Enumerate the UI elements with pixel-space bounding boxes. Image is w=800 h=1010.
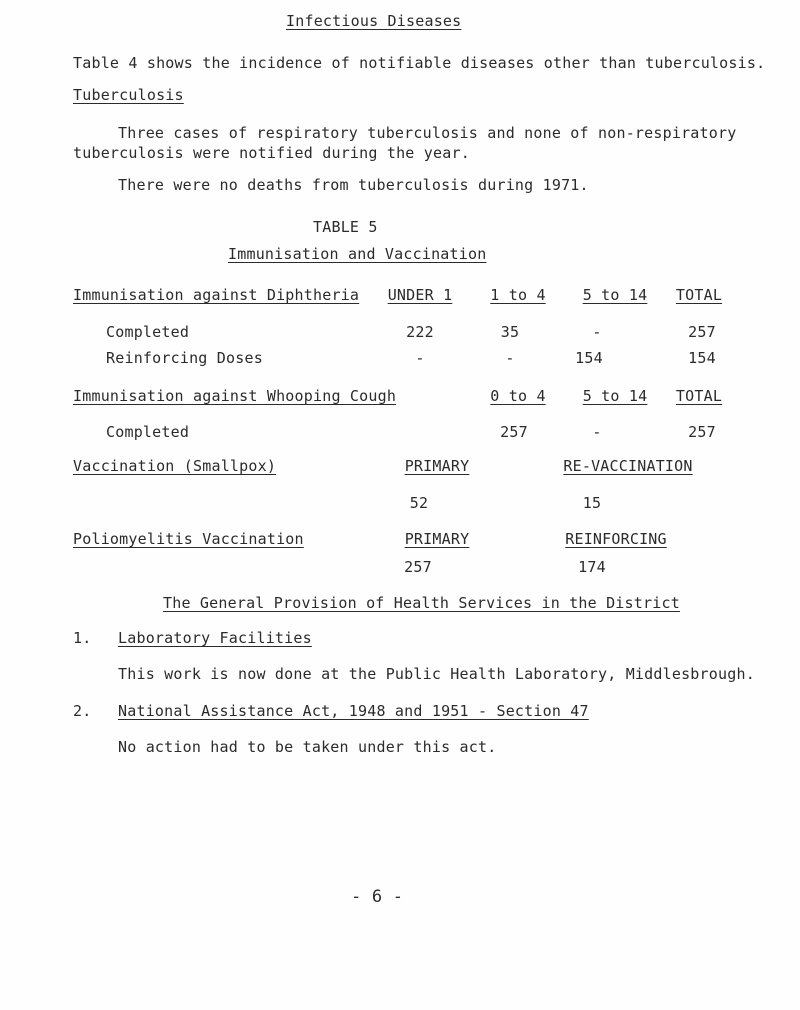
item-text: No action had to be taken under this act.	[118, 738, 497, 756]
table-cell: 52	[409, 494, 429, 512]
table-cell: 35	[500, 323, 520, 341]
col-header: 5 to 14	[582, 387, 648, 405]
general-provision-heading: The General Provision of Health Services in the District	[163, 594, 680, 612]
table-cell: -	[505, 349, 515, 367]
col-header: 5 to 14	[582, 286, 648, 304]
col-header: TOTAL	[675, 387, 723, 405]
item-number: 2.	[73, 702, 92, 720]
tuberculosis-paragraph-line2: tuberculosis were notified during the year.	[73, 144, 470, 162]
col-header: 0 to 4	[490, 387, 546, 405]
item-number: 1.	[73, 629, 92, 647]
col-header: RE-VACCINATION	[563, 457, 693, 475]
table-cell: -	[592, 323, 602, 341]
table-cell: 154	[575, 349, 603, 367]
table-cell: 174	[578, 558, 606, 576]
table-cell: 15	[582, 494, 602, 512]
row-label: Reinforcing Doses	[106, 349, 263, 367]
table-title: Immunisation and Vaccination	[228, 245, 487, 263]
table-cell: 222	[406, 323, 434, 341]
item-text: This work is now done at the Public Health Laboratory, Middlesbrough.	[118, 665, 755, 683]
col-header: 1 to 4	[490, 286, 546, 304]
table-cell: -	[592, 423, 602, 441]
page-heading: Infectious Diseases	[286, 12, 462, 30]
col-header: UNDER 1	[387, 286, 453, 304]
table-cell: 257	[688, 323, 716, 341]
tuberculosis-heading: Tuberculosis	[73, 86, 184, 104]
item-title: National Assistance Act, 1948 and 1951 - Section 47	[118, 702, 589, 720]
page-number: - 6 -	[351, 887, 404, 907]
table-cell: 257	[688, 423, 716, 441]
item-title: Laboratory Facilities	[118, 629, 312, 647]
col-header: TOTAL	[675, 286, 723, 304]
col-header: PRIMARY	[404, 530, 470, 548]
intro-paragraph: Table 4 shows the incidence of notifiable diseases other than tuberculosis.	[73, 54, 766, 72]
table-cell: 257	[404, 558, 432, 576]
polio-heading: Poliomyelitis Vaccination	[73, 530, 304, 548]
row-label: Completed	[106, 323, 190, 341]
col-header: REINFORCING	[565, 530, 667, 548]
table-cell: -	[415, 349, 425, 367]
row-label: Completed	[106, 423, 190, 441]
smallpox-heading: Vaccination (Smallpox)	[73, 457, 277, 475]
table-label: TABLE 5	[313, 218, 378, 236]
tuberculosis-paragraph-line1: Three cases of respiratory tuberculosis and none of non-respiratory	[118, 124, 737, 142]
col-header: PRIMARY	[404, 457, 470, 475]
tuberculosis-deaths: There were no deaths from tuberculosis during 1971.	[118, 176, 589, 194]
diphtheria-heading: Immunisation against Diphtheria	[73, 286, 360, 304]
whooping-cough-heading: Immunisation against Whooping Cough	[73, 387, 397, 405]
table-cell: 257	[500, 423, 528, 441]
table-cell: 154	[688, 349, 716, 367]
